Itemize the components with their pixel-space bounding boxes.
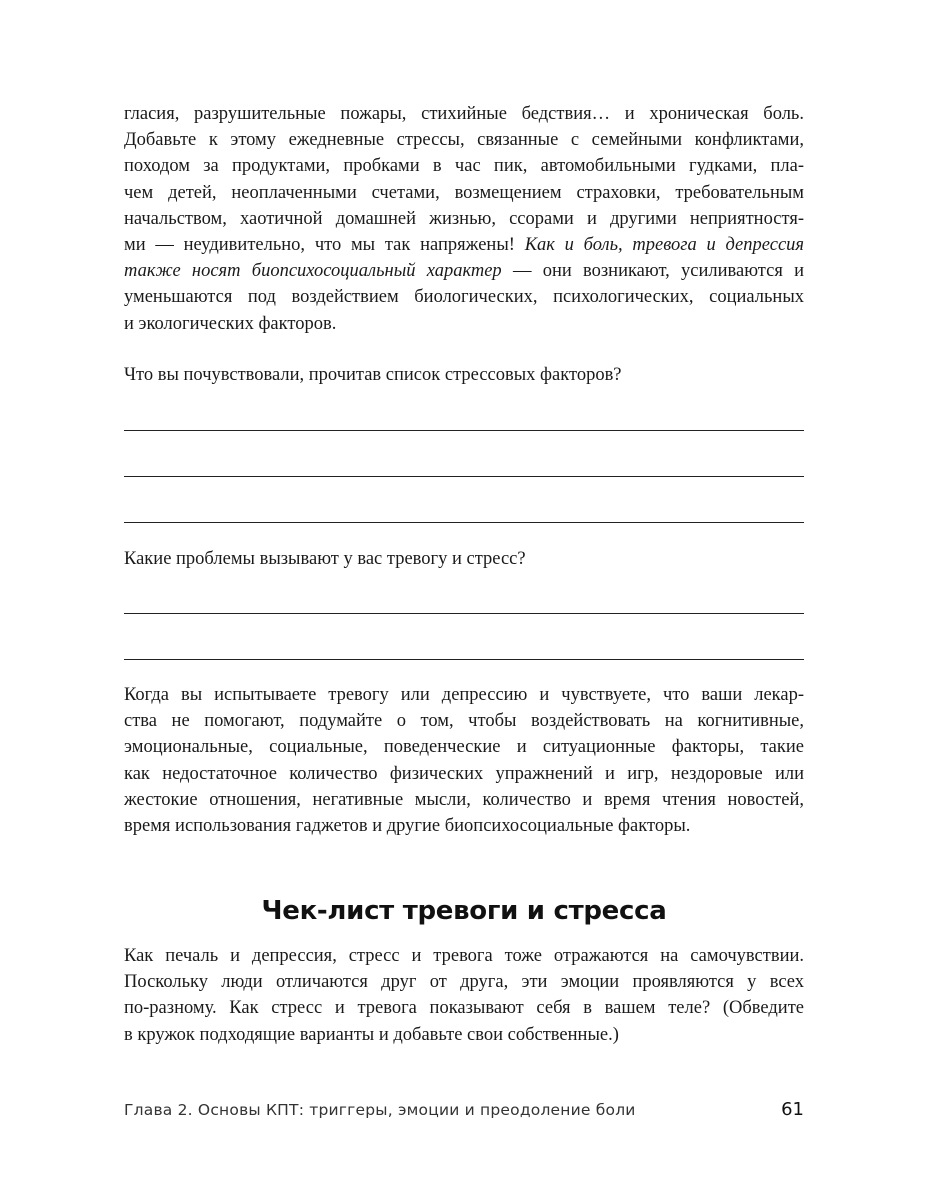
checklist-intro-paragraph <box>124 943 804 1048</box>
text-line: Добавьте к этому ежедневные стрессы, связанные с семейными конфликтами, <box>124 130 804 151</box>
text-line: ства не помогают, подумайте о том, чтобы воздействовать на когнитивные, <box>124 711 804 732</box>
question-problems: Какие проблемы вызывают у вас тревогу и стресс? <box>124 549 526 569</box>
section-heading: Чек-лист тревоги и стресса <box>261 896 667 926</box>
question-feelings: Что вы почувствовали, прочитав список стрессовых факторов? <box>124 365 622 385</box>
text-line: и экологических факторов. <box>124 313 337 334</box>
answer-line[interactable] <box>124 522 804 523</box>
italic-emphasis: Как и боль, тревога и депрессия <box>524 235 805 256</box>
text-line <box>124 258 804 284</box>
text-line: эмоциональные, социальные, поведенческие и ситуационные факторы, такие <box>124 737 804 758</box>
text-fragment: — они возникают, усиливаются и <box>501 261 804 282</box>
text-line: жестокие отношения, негативные мысли, количество и время чтения новостей, <box>124 789 804 810</box>
text-line: уменьшаются под воздействием биологических, психологических, социальных <box>124 287 804 308</box>
advice-paragraph <box>124 682 804 839</box>
text-line: чем детей, неоплаченными счетами, возмещением страховки, требовательным <box>124 182 804 203</box>
answer-line[interactable] <box>124 476 804 477</box>
text-line: гласия, разрушительные пожары, стихийные бедствия… и хроническая боль. <box>124 104 804 124</box>
italic-emphasis: также носят биопсихосоциальный характер <box>124 261 502 282</box>
text-line: Как печаль и депрессия, стресс и тревога тоже отражаются на самочувствии. <box>124 946 804 966</box>
running-footer-chapter: Глава 2. Основы КПТ: триггеры, эмоции и преодоление боли <box>124 1101 636 1119</box>
text-line <box>124 232 804 258</box>
text-fragment: ми — неудивительно, что мы так напряжены! <box>124 235 525 256</box>
text-line: начальством, хаотичной домашней жизнью, ссорами и другими неприятностя- <box>124 208 804 229</box>
text-line: по-разному. Как стресс и тревога показывают себя в вашем теле? (Обведите <box>124 998 804 1019</box>
text-line: Поскольку люди отличаются друг от друга, эти эмоции проявляются у всех <box>124 972 804 993</box>
text-line: как недостаточное количество физических упражнений и игр, нездоровые или <box>124 763 804 784</box>
answer-line[interactable] <box>124 430 804 431</box>
text-line: время использования гаджетов и другие биопсихосоциальные факторы. <box>124 816 691 837</box>
text-line: Когда вы испытываете тревогу или депрессию и чувствуете, что ваши лекар- <box>124 685 804 705</box>
text-line: походом за продуктами, пробками в час пик, автомобильными гудками, пла- <box>124 156 804 177</box>
answer-line[interactable] <box>124 613 804 614</box>
text-line: в кружок подходящие варианты и добавьте свои собственные.) <box>124 1024 619 1045</box>
page-number: 61 <box>781 1099 804 1120</box>
answer-line[interactable] <box>124 659 804 660</box>
intro-paragraph <box>124 101 804 337</box>
